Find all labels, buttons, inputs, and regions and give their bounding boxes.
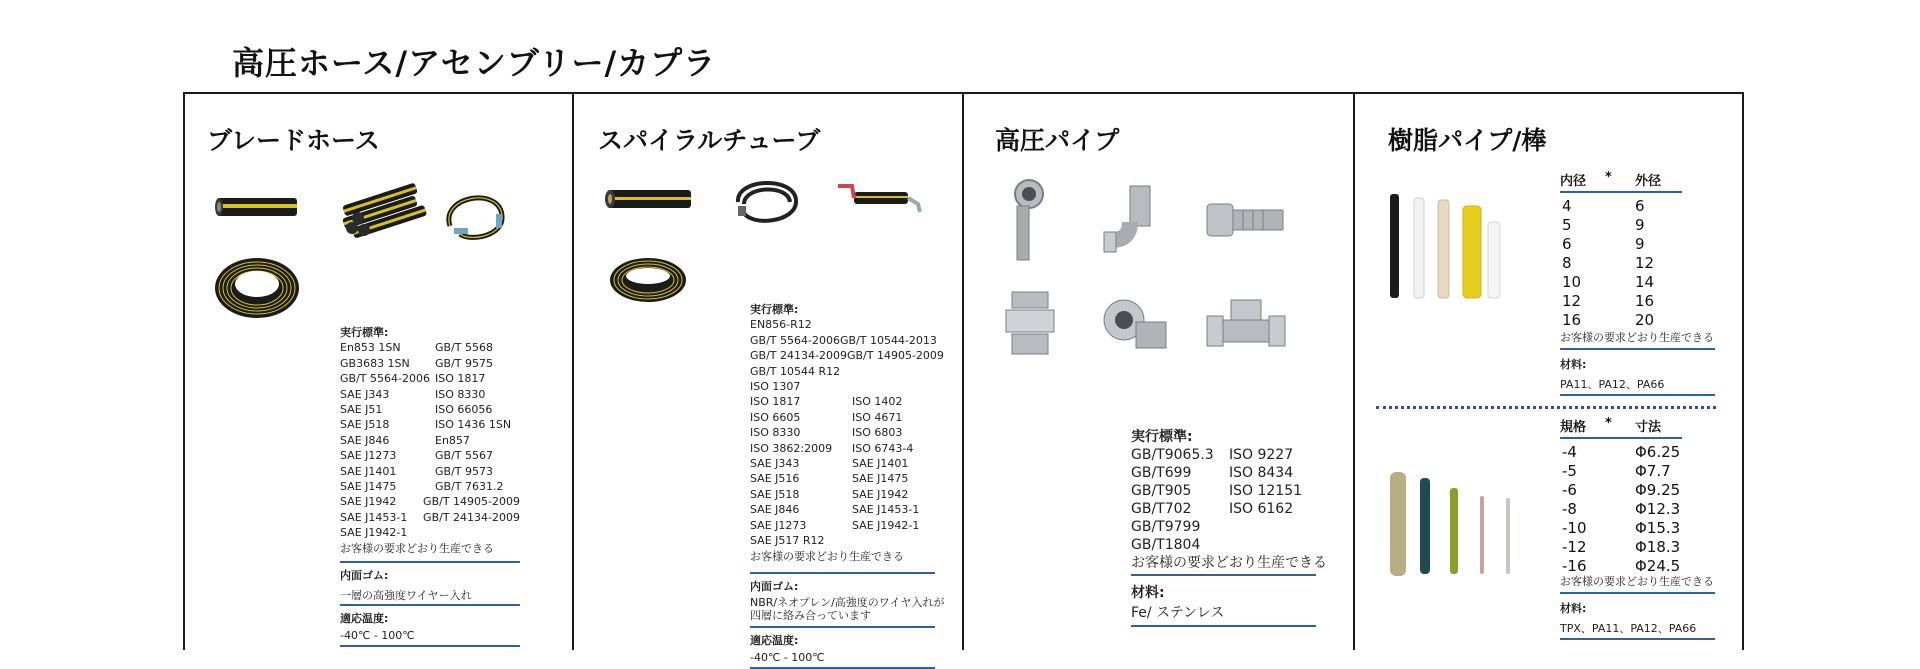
standard-row — [340, 494, 520, 509]
column-divider — [962, 92, 964, 650]
spiral-hose-assembly-image — [832, 180, 924, 216]
standard-right: SAE J1475 — [852, 472, 909, 486]
standard-left: GB/T9799 — [1131, 519, 1201, 535]
standard-right: GB/T 24134-2009 — [423, 510, 520, 524]
standard-row — [1131, 500, 1316, 518]
table-cell-left: 16 — [1562, 311, 1582, 329]
column-divider — [1353, 92, 1355, 650]
standard-row — [340, 510, 520, 525]
elbow-fitting-image — [1005, 176, 1047, 266]
table-row — [1560, 481, 1685, 500]
blue-rule — [1560, 592, 1715, 594]
table-cell-right: Φ9.25 — [1635, 481, 1681, 499]
standard-left: SAE J846 — [750, 503, 800, 517]
standard-row — [750, 317, 935, 332]
table-row — [1560, 235, 1685, 254]
standard-row — [1131, 482, 1316, 500]
standard-right: ISO 6743-4 — [852, 441, 914, 455]
inner-rubber-value-line2: 四層に絡み合っています — [750, 609, 871, 623]
table-cell-left: -6 — [1562, 481, 1577, 499]
table-cell-right: 6 — [1635, 197, 1645, 215]
high-pressure-pipe-title: 高圧パイプ — [995, 126, 1120, 155]
material-label: 材料: — [1131, 585, 1165, 601]
table-header — [1560, 170, 1685, 189]
standard-row — [1131, 464, 1316, 482]
standard-left: SAE J516 — [750, 472, 800, 486]
blue-rule — [1560, 437, 1682, 439]
standard-right: ISO 1436 1SN — [435, 418, 512, 432]
standard-left: ISO 1307 — [750, 380, 801, 394]
blue-rule — [1131, 574, 1316, 576]
standard-left: GB/T 5564-2006 — [340, 372, 430, 386]
braided-hose-title: ブレードホース — [207, 126, 380, 155]
blue-rule — [750, 572, 935, 574]
standard-row — [340, 464, 520, 479]
standard-left: GB/T 10544 R12 — [750, 364, 841, 378]
blue-rule — [1560, 191, 1682, 193]
elbow-adapter-image — [1100, 298, 1172, 358]
standard-row — [340, 433, 520, 448]
standard-right: GB/T 7631.2 — [435, 480, 504, 494]
standard-left: ISO 3862:2009 — [750, 441, 833, 455]
table-cell-right: Φ15.3 — [1635, 519, 1681, 537]
table-body — [1560, 197, 1685, 330]
spiral-hose-straight-image — [605, 184, 695, 214]
standard-right: GB/T 9573 — [435, 464, 493, 478]
table-header-times: * — [1605, 416, 1612, 431]
standard-row — [1131, 518, 1316, 536]
table-row — [1560, 254, 1685, 273]
standard-row — [750, 441, 935, 456]
table-row — [1560, 500, 1685, 519]
table-row — [1560, 538, 1685, 557]
table-row — [1560, 216, 1685, 235]
table-cell-left: -8 — [1562, 500, 1577, 518]
blue-rule — [1131, 625, 1316, 627]
standard-row — [750, 471, 935, 486]
standard-right: SAE J1942-1 — [852, 518, 920, 532]
standard-left: GB/T702 — [1131, 501, 1192, 517]
standard-row — [1131, 446, 1316, 464]
standard-row — [340, 479, 520, 494]
standard-right: SAE J1401 — [852, 457, 909, 471]
standard-left: SAE J518 — [340, 418, 390, 432]
braided-hose-straight-image — [215, 190, 300, 224]
temperature-value: -40℃ - 100℃ — [750, 650, 825, 664]
inner-rubber-label: 内面ゴム: — [750, 579, 799, 593]
table-cell-right: Φ6.25 — [1635, 443, 1681, 461]
table-row — [1560, 443, 1685, 462]
standard-left: GB/T 5564-2006 — [750, 333, 840, 347]
column-divider — [572, 92, 574, 650]
standard-left: GB3683 1SN — [340, 356, 410, 370]
standard-left: GB/T 24134-2009 — [750, 349, 847, 363]
table-row — [1560, 273, 1685, 292]
standard-right: En857 — [435, 433, 470, 447]
material-value: Fe/ ステンレス — [1131, 605, 1225, 621]
table-cell-left: -5 — [1562, 462, 1577, 480]
standards-label: 実行標準: — [1131, 429, 1193, 445]
standard-left: SAE J343 — [340, 387, 390, 401]
resin-note-block-2 — [1560, 574, 1720, 640]
table-cell-right: Φ7.7 — [1635, 462, 1671, 480]
standard-right: ISO 66056 — [435, 403, 493, 417]
table-row — [1560, 311, 1685, 330]
standard-left: SAE J846 — [340, 433, 390, 447]
standard-row — [750, 379, 935, 394]
standard-row — [340, 387, 520, 402]
standard-right: GB/T 5567 — [435, 449, 493, 463]
blue-rule — [1560, 394, 1715, 396]
braided-hose-bundle-image — [340, 184, 425, 240]
standards-label: 実行標準: — [340, 326, 389, 339]
standard-left: ISO 1817 — [750, 395, 801, 409]
standard-row — [750, 456, 935, 471]
custom-production-note: お客様の要求どおり生産できる — [1560, 575, 1714, 588]
blue-rule — [340, 645, 520, 647]
spiral-tube-title: スパイラルチューブ — [598, 126, 821, 155]
resin-pipe-title: 樹脂パイプ/棒 — [1388, 126, 1547, 155]
resin-rods-image — [1388, 466, 1518, 578]
inner-rubber-value: NBR/ネオプレン/高強度のワイヤ入れが — [750, 596, 945, 610]
standard-row — [340, 402, 520, 417]
table-header-outer-diameter: 外径 — [1635, 174, 1662, 189]
standard-row — [750, 394, 935, 409]
blue-rule — [1560, 348, 1715, 350]
standard-right: ISO 6162 — [1229, 501, 1294, 517]
standard-row — [1131, 536, 1316, 554]
table-cell-right: 16 — [1635, 292, 1655, 310]
custom-production-note: お客様の要求どおり生産できる — [340, 541, 494, 555]
standard-right: SAE J1453-1 — [852, 503, 920, 517]
standard-right: GB/T 10544-2013 — [839, 333, 937, 347]
standard-right: GB/T 14905-2009 — [846, 349, 944, 363]
table-cell-left: 5 — [1562, 216, 1572, 234]
standard-left: SAE J1942 — [340, 495, 397, 509]
inner-rubber-label: 内面ゴム: — [340, 569, 389, 583]
standard-left: ISO 8330 — [750, 426, 801, 440]
table-body — [1560, 443, 1685, 576]
spiral-hose-coil-image — [730, 172, 802, 230]
standard-right: ISO 1817 — [435, 372, 486, 386]
standard-row — [750, 518, 935, 533]
standard-row — [750, 364, 935, 379]
spiral-hose-reel-image — [607, 254, 689, 306]
standard-row — [750, 487, 935, 502]
standard-left: GB/T1804 — [1131, 537, 1201, 553]
table-row — [1560, 292, 1685, 311]
tee-fitting-image — [1205, 298, 1287, 354]
table-cell-right: Φ18.3 — [1635, 538, 1681, 556]
standard-row — [750, 410, 935, 425]
table-cell-left: 6 — [1562, 235, 1572, 253]
table-cell-left: 10 — [1562, 273, 1582, 291]
table-header-size-code: 規格 — [1560, 420, 1587, 435]
table-cell-right: Φ24.5 — [1635, 557, 1681, 575]
standard-row — [750, 425, 935, 440]
temperature-label: 適応温度: — [340, 611, 389, 625]
table-cell-right: 9 — [1635, 216, 1645, 234]
material-value: TPX、PA11、PA12、PA66 — [1560, 621, 1697, 635]
table-cell-right: 9 — [1635, 235, 1645, 253]
standard-left: GB/T699 — [1131, 465, 1192, 481]
inner-rubber-value: 一層の高強度ワイヤー入れ — [340, 588, 472, 602]
standard-right: GB/T 5568 — [435, 341, 493, 355]
standard-right: ISO 8434 — [1229, 465, 1294, 481]
dotted-divider — [1376, 406, 1716, 409]
standard-right: GB/T 14905-2009 — [423, 495, 520, 509]
table-cell-right: 12 — [1635, 254, 1655, 272]
table-header-dimension: 寸法 — [1635, 420, 1662, 435]
standard-row — [340, 371, 520, 386]
standard-left: En853 1SN — [340, 341, 401, 355]
standard-right: SAE J1942 — [852, 487, 909, 501]
standard-row — [750, 348, 944, 363]
standard-left: SAE J1273 — [750, 518, 807, 532]
standard-left: SAE J1475 — [340, 480, 397, 494]
table-row — [1560, 197, 1685, 216]
temperature-value: -40℃ - 100℃ — [340, 629, 415, 643]
custom-production-note: お客様の要求どおり生産できる — [1560, 331, 1714, 344]
braided-spec-block — [340, 325, 520, 647]
standard-left: SAE J343 — [750, 457, 800, 471]
standard-row — [340, 340, 520, 355]
standard-right: ISO 9227 — [1229, 447, 1294, 463]
standard-right: ISO 6803 — [852, 426, 903, 440]
standard-left: SAE J51 — [340, 403, 383, 417]
table-cell-right: 14 — [1635, 273, 1655, 291]
standard-left: SAE J1453-1 — [340, 510, 408, 524]
standard-row — [340, 448, 520, 463]
adapter-fitting-image — [1004, 290, 1056, 358]
standard-left: SAE J517 R12 — [750, 534, 825, 548]
spiral-spec-block — [750, 302, 945, 669]
standard-left: SAE J518 — [750, 487, 800, 501]
blue-rule — [750, 626, 935, 628]
standards-list — [1131, 446, 1316, 554]
standard-right: ISO 8330 — [435, 387, 486, 401]
standard-left: EN856-R12 — [750, 318, 812, 332]
straight-fitting-image — [1205, 200, 1287, 240]
table-cell-left: -10 — [1562, 519, 1587, 537]
table-cell-left: -4 — [1562, 443, 1577, 461]
standard-right: ISO 1402 — [852, 395, 903, 409]
blue-rule — [1560, 638, 1715, 640]
braided-hose-assembly-image — [440, 186, 510, 242]
page-title: 高圧ホース/アセンブリー/カプラ — [232, 44, 717, 82]
table-cell-left: -16 — [1562, 557, 1587, 575]
standard-right: ISO 12151 — [1229, 483, 1303, 499]
table-header-inner-diameter: 内径 — [1560, 174, 1587, 189]
table-header — [1560, 416, 1685, 435]
table-cell-left: 4 — [1562, 197, 1572, 215]
custom-production-note: お客様の要求どおり生産できる — [750, 549, 904, 563]
table-row — [1560, 519, 1685, 538]
blue-rule — [340, 561, 520, 563]
standards-list — [750, 317, 944, 548]
table-cell-left: 12 — [1562, 292, 1582, 310]
resin-note-block-1 — [1560, 330, 1720, 396]
standard-left: SAE J1401 — [340, 464, 397, 478]
temperature-label: 適応温度: — [750, 634, 799, 648]
standard-left: SAE J1942-1 — [340, 526, 408, 540]
table-cell-left: 8 — [1562, 254, 1572, 272]
resin-pipes-image — [1388, 190, 1500, 302]
material-label: 材料: — [1560, 358, 1587, 372]
standard-left: ISO 6605 — [750, 410, 801, 424]
standards-list — [340, 340, 520, 540]
90-degree-fitting-image — [1102, 182, 1158, 260]
material-value: PA11、PA12、PA66 — [1560, 377, 1665, 391]
standard-row — [340, 417, 520, 432]
standard-row — [340, 356, 520, 371]
standard-row — [340, 525, 520, 540]
braided-hose-coil-image — [212, 254, 302, 322]
standard-left: GB/T9065.3 — [1131, 447, 1214, 463]
material-label: 材料: — [1560, 602, 1587, 616]
pipe-spec-block — [1131, 428, 1327, 627]
standard-right: GB/T 9575 — [435, 356, 493, 370]
custom-production-note: お客様の要求どおり生産できる — [1131, 555, 1327, 571]
table-row — [1560, 462, 1685, 481]
standard-right: ISO 4671 — [852, 410, 903, 424]
table-cell-right: 20 — [1635, 311, 1655, 329]
standard-row — [750, 333, 935, 348]
standard-row — [750, 502, 935, 517]
resin-table-1 — [1560, 170, 1685, 330]
blue-rule — [340, 604, 520, 606]
table-cell-left: -12 — [1562, 538, 1587, 556]
standards-label: 実行標準: — [750, 303, 799, 316]
table-header-times: * — [1605, 170, 1612, 185]
standard-left: GB/T905 — [1131, 483, 1192, 499]
standard-row — [750, 533, 935, 548]
resin-table-2 — [1560, 416, 1685, 576]
standard-left: SAE J1273 — [340, 449, 397, 463]
table-cell-right: Φ12.3 — [1635, 500, 1681, 518]
